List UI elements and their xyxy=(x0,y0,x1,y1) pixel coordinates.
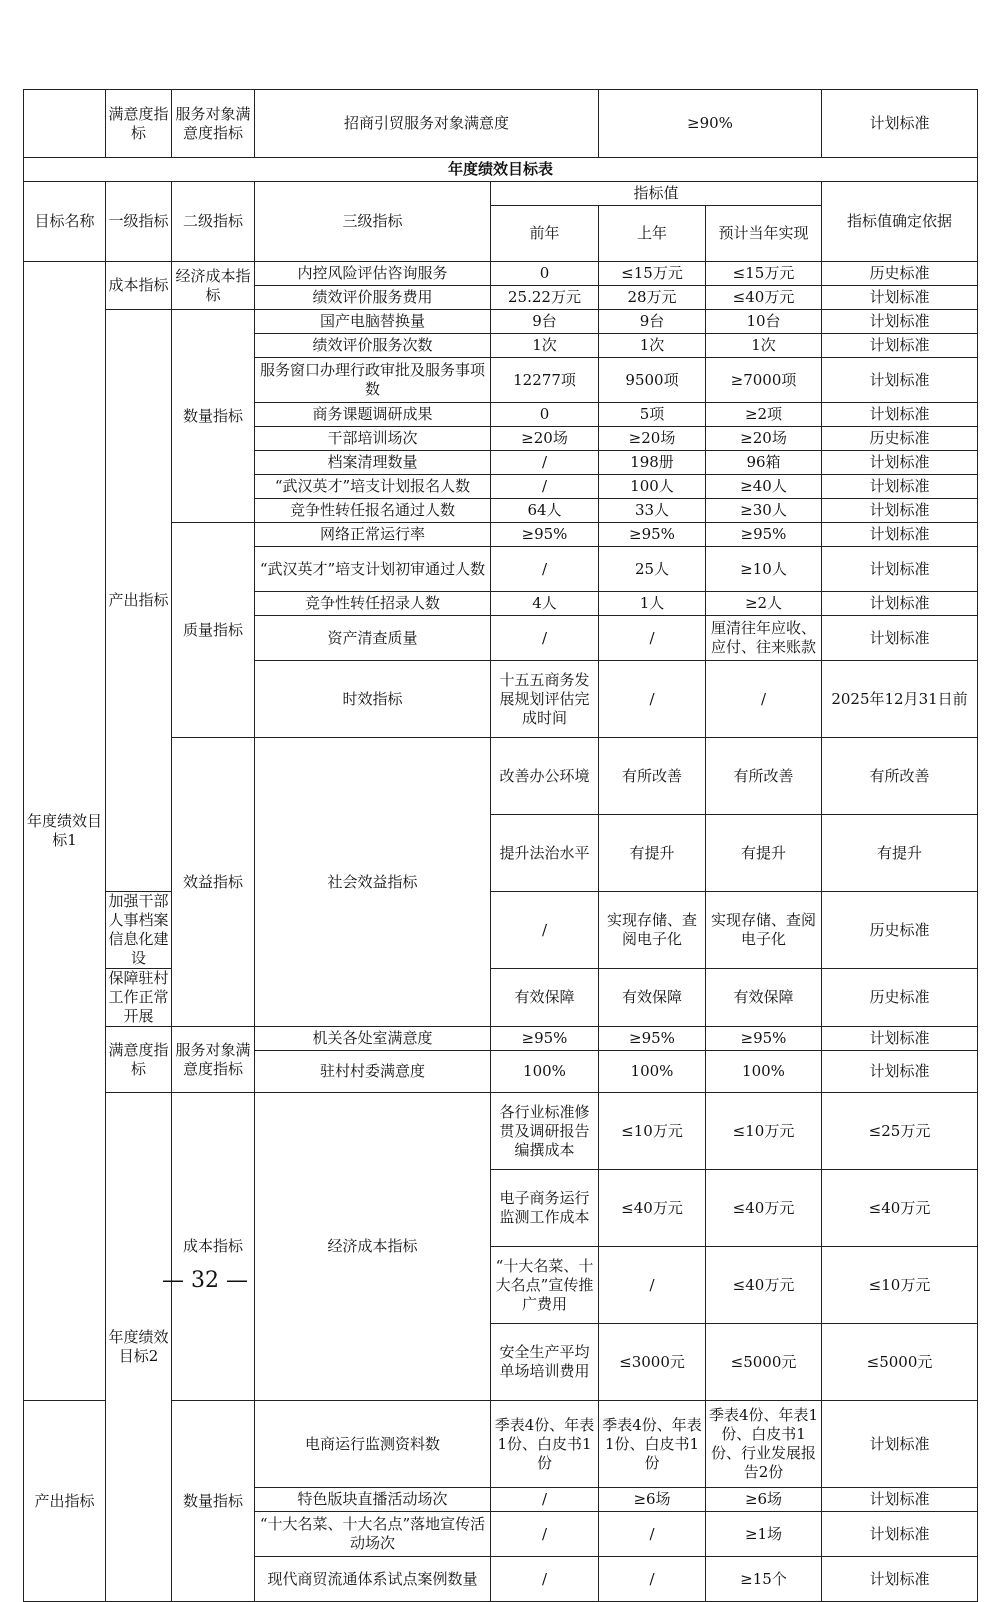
last-value: / xyxy=(706,661,822,738)
prev-value: 4人 xyxy=(491,592,599,616)
basis-value: 历史标准 xyxy=(822,262,978,286)
current-value: ≥30人 xyxy=(706,499,822,523)
last-value: / xyxy=(599,616,706,661)
current-value: 实现存储、查阅电子化 xyxy=(706,892,822,969)
current-value: 季表4份、年表1份、白皮书1份、行业发展报告2份 xyxy=(706,1401,822,1488)
basis-value: 计划标准 xyxy=(822,1027,978,1051)
last-value: 有所改善 xyxy=(706,738,822,815)
prev-value: / xyxy=(491,616,599,661)
performance-target-table xyxy=(23,157,978,1602)
quality-cell: 质量指标 xyxy=(172,523,255,738)
indicator-name: 保障驻村工作正常开展 xyxy=(106,969,172,1027)
last-value: ≤40万元 xyxy=(706,1247,822,1324)
basis-cell: 计划标准 xyxy=(822,90,978,158)
output-cell: 产出指标 xyxy=(24,1401,106,1602)
basis-value: 计划标准 xyxy=(822,334,978,358)
indicator-name: 绩效评价服务次数 xyxy=(255,334,491,358)
empty-cell xyxy=(24,90,106,158)
basis-value: 计划标准 xyxy=(822,1557,978,1602)
current-value: 有效保障 xyxy=(706,969,822,1027)
last-value: ≤15万元 xyxy=(599,262,706,286)
indicator-name: 服务窗口办理行政审批及服务事项数 xyxy=(255,358,491,403)
last-value: 1次 xyxy=(599,334,706,358)
basis-value: 历史标准 xyxy=(822,969,978,1027)
indicator-name: 内控风险评估咨询服务 xyxy=(255,262,491,286)
indicator-name: “武汉英才”培支计划报名人数 xyxy=(255,475,491,499)
current-value: ≥95% xyxy=(706,1027,822,1051)
last-value: 9台 xyxy=(599,310,706,334)
basis-value: 计划标准 xyxy=(822,1401,978,1488)
prev-value: / xyxy=(599,1247,706,1324)
benefit-cell: 效益指标 xyxy=(172,738,255,1027)
econ-cost-cell: 经济成本指标 xyxy=(172,262,255,310)
current-value: 有所改善 xyxy=(822,738,978,815)
prev-value: 9台 xyxy=(491,310,599,334)
current-value: ≥40人 xyxy=(706,475,822,499)
indicator-name: 现代商贸流通体系试点案例数量 xyxy=(255,1557,491,1602)
table-row xyxy=(24,310,978,334)
table-row xyxy=(24,892,978,969)
indicator-name: 绩效评价服务费用 xyxy=(255,286,491,310)
goal1-cell: 年度绩效目标1 xyxy=(24,262,106,1401)
indicator-name: 国产电脑替换量 xyxy=(255,310,491,334)
basis-value: 计划标准 xyxy=(822,499,978,523)
output-cell: 产出指标 xyxy=(106,310,172,892)
last-value: / xyxy=(599,1512,706,1557)
header-row xyxy=(24,182,978,206)
indicator-name: 各行业标准修贯及调研报告编撰成本 xyxy=(491,1093,599,1170)
basis-value: 历史标准 xyxy=(822,892,978,969)
prev-value: 0 xyxy=(491,262,599,286)
basis-value: 计划标准 xyxy=(822,592,978,616)
current-value: ≥1场 xyxy=(706,1512,822,1557)
service-sat-cell: 服务对象满意度指标 xyxy=(172,1027,255,1093)
current-value: 10台 xyxy=(706,310,822,334)
econ-cost-cell: 经济成本指标 xyxy=(255,1093,491,1401)
prev-value: / xyxy=(491,1488,599,1512)
last-value: 实现存储、查阅电子化 xyxy=(599,892,706,969)
table-row xyxy=(24,90,978,158)
current-value: 1次 xyxy=(706,334,822,358)
level2-cell: 服务对象满意度指标 xyxy=(172,90,255,158)
prev-value: / xyxy=(599,661,706,738)
page-number: — 32 — xyxy=(162,1268,248,1293)
prev-value: ≥95% xyxy=(491,1027,599,1051)
basis-value: 计划标准 xyxy=(822,403,978,427)
last-value: 季表4份、年表1份、白皮书1份 xyxy=(599,1401,706,1488)
prev-value: 季表4份、年表1份、白皮书1份 xyxy=(491,1401,599,1488)
last-value: 5项 xyxy=(599,403,706,427)
basis-value: 计划标准 xyxy=(822,616,978,661)
indicator-name: 提升法治水平 xyxy=(491,815,599,892)
last-value: 9500项 xyxy=(599,358,706,403)
prev-value: 有效保障 xyxy=(491,969,599,1027)
prev-value: 有所改善 xyxy=(599,738,706,815)
last-value: ≥95% xyxy=(599,1027,706,1051)
basis-value: 计划标准 xyxy=(822,310,978,334)
last-value: ≥6场 xyxy=(599,1488,706,1512)
current-value: ≥15个 xyxy=(706,1557,822,1602)
last-value: ≥95% xyxy=(599,523,706,547)
header-basis: 指标值确定依据 xyxy=(822,182,978,262)
last-value: 100人 xyxy=(599,475,706,499)
indicator-name: “十大名菜、十大名点”宣传推广费用 xyxy=(491,1247,599,1324)
current-value: ≥2项 xyxy=(706,403,822,427)
indicator-name: 改善办公环境 xyxy=(491,738,599,815)
last-value: 33人 xyxy=(599,499,706,523)
prev-value: / xyxy=(491,451,599,475)
indicator-name: 资产清查质量 xyxy=(255,616,491,661)
last-value: 198册 xyxy=(599,451,706,475)
basis-value: 计划标准 xyxy=(822,475,978,499)
current-value: ≤10万元 xyxy=(822,1247,978,1324)
prev-value: / xyxy=(491,892,599,969)
prev-value: ≥95% xyxy=(491,523,599,547)
title-row xyxy=(24,158,978,182)
indicator-name: 安全生产平均单场培训费用 xyxy=(491,1324,599,1401)
header-target: 目标名称 xyxy=(24,182,106,262)
quantity-cell: 数量指标 xyxy=(172,1401,255,1602)
prev-value: 1次 xyxy=(491,334,599,358)
current-value: ≤40万元 xyxy=(706,286,822,310)
header-level1: 一级指标 xyxy=(106,182,172,262)
current-value: ≤40万元 xyxy=(822,1170,978,1247)
prev-value: 100% xyxy=(491,1051,599,1093)
indicator-name: 商务课题调研成果 xyxy=(255,403,491,427)
goal2-cell: 年度绩效目标2 xyxy=(106,1093,172,1602)
table-row xyxy=(24,1093,978,1170)
header-prev: 前年 xyxy=(491,206,599,262)
last-value: / xyxy=(599,1557,706,1602)
top-continuation-table xyxy=(23,89,978,158)
prev-value: ≤3000元 xyxy=(599,1324,706,1401)
indicator-name: 十五五商务发展规划评估完成时间 xyxy=(491,661,599,738)
level1-cell: 满意度指标 xyxy=(106,90,172,158)
value-cell: ≥90% xyxy=(599,90,822,158)
last-value: ≤10万元 xyxy=(706,1093,822,1170)
prev-value: 0 xyxy=(491,403,599,427)
cost-cell: 成本指标 xyxy=(106,262,172,310)
current-value: 厘清往年应收、应付、往来账款 xyxy=(706,616,822,661)
indicator-name: 竞争性转任报名通过人数 xyxy=(255,499,491,523)
indicator-name: 干部培训场次 xyxy=(255,427,491,451)
table-row xyxy=(24,262,978,286)
indicator-name: “武汉英才”培支计划初审通过人数 xyxy=(255,547,491,592)
basis-value: 计划标准 xyxy=(822,451,978,475)
last-value: 100% xyxy=(599,1051,706,1093)
basis-value: 计划标准 xyxy=(822,1051,978,1093)
basis-value: 计划标准 xyxy=(822,358,978,403)
social-cell: 社会效益指标 xyxy=(255,738,491,1027)
satisfaction-cell: 满意度指标 xyxy=(106,1027,172,1093)
last-value: 1人 xyxy=(599,592,706,616)
current-value: 96箱 xyxy=(706,451,822,475)
current-value: ≥20场 xyxy=(706,427,822,451)
table-row xyxy=(24,969,978,1027)
header-value-group: 指标值 xyxy=(491,182,822,206)
indicator-name: “十大名菜、十大名点”落地宣传活动场次 xyxy=(255,1512,491,1557)
prev-value: / xyxy=(491,547,599,592)
current-value: ≥10人 xyxy=(706,547,822,592)
indicator-name: 加强干部人事档案信息化建设 xyxy=(106,892,172,969)
prev-value: / xyxy=(491,475,599,499)
last-value: ≥20场 xyxy=(599,427,706,451)
current-value: 2025年12月31日前 xyxy=(822,661,978,738)
table-row xyxy=(24,1027,978,1051)
prev-value: / xyxy=(491,1557,599,1602)
current-value: ≥6场 xyxy=(706,1488,822,1512)
current-value: ≤25万元 xyxy=(822,1093,978,1170)
header-last: 上年 xyxy=(599,206,706,262)
indicator-name: 电子商务运行监测工作成本 xyxy=(491,1170,599,1247)
current-value: 有提升 xyxy=(822,815,978,892)
quantity-cell: 数量指标 xyxy=(172,310,255,523)
prev-value: ≥20场 xyxy=(491,427,599,451)
current-value: ≤5000元 xyxy=(822,1324,978,1401)
last-value: 25人 xyxy=(599,547,706,592)
header-current: 预计当年实现 xyxy=(706,206,822,262)
basis-value: 计划标准 xyxy=(822,1512,978,1557)
indicator-name: 特色版块直播活动场次 xyxy=(255,1488,491,1512)
header-level2: 二级指标 xyxy=(172,182,255,262)
prev-value: ≤40万元 xyxy=(599,1170,706,1247)
indicator-name: 档案清理数量 xyxy=(255,451,491,475)
current-value: 100% xyxy=(706,1051,822,1093)
current-value: ≥7000项 xyxy=(706,358,822,403)
header-level3: 三级指标 xyxy=(255,182,491,262)
prev-value: 25.22万元 xyxy=(491,286,599,310)
basis-value: 历史标准 xyxy=(822,427,978,451)
prev-value: ≤10万元 xyxy=(599,1093,706,1170)
last-value: 有提升 xyxy=(706,815,822,892)
cost-cell: 成本指标 xyxy=(172,1093,255,1401)
last-value: ≤5000元 xyxy=(706,1324,822,1401)
indicator-name: 网络正常运行率 xyxy=(255,523,491,547)
last-value: 28万元 xyxy=(599,286,706,310)
timeliness-cell: 时效指标 xyxy=(255,661,491,738)
current-value: ≤15万元 xyxy=(706,262,822,286)
prev-value: / xyxy=(491,1512,599,1557)
prev-value: 有提升 xyxy=(599,815,706,892)
level3-cell: 招商引贸服务对象满意度 xyxy=(255,90,599,158)
basis-value: 计划标准 xyxy=(822,523,978,547)
prev-value: 12277项 xyxy=(491,358,599,403)
basis-value: 计划标准 xyxy=(822,286,978,310)
prev-value: 64人 xyxy=(491,499,599,523)
current-value: ≥95% xyxy=(706,523,822,547)
indicator-name: 驻村村委满意度 xyxy=(255,1051,491,1093)
last-value: 有效保障 xyxy=(599,969,706,1027)
current-value: ≥2人 xyxy=(706,592,822,616)
last-value: ≤40万元 xyxy=(706,1170,822,1247)
indicator-name: 竞争性转任招录人数 xyxy=(255,592,491,616)
basis-value: 计划标准 xyxy=(822,547,978,592)
basis-value: 计划标准 xyxy=(822,1488,978,1512)
indicator-name: 机关各处室满意度 xyxy=(255,1027,491,1051)
indicator-name: 电商运行监测资料数 xyxy=(255,1401,491,1488)
table-title: 年度绩效目标表 xyxy=(24,158,978,182)
